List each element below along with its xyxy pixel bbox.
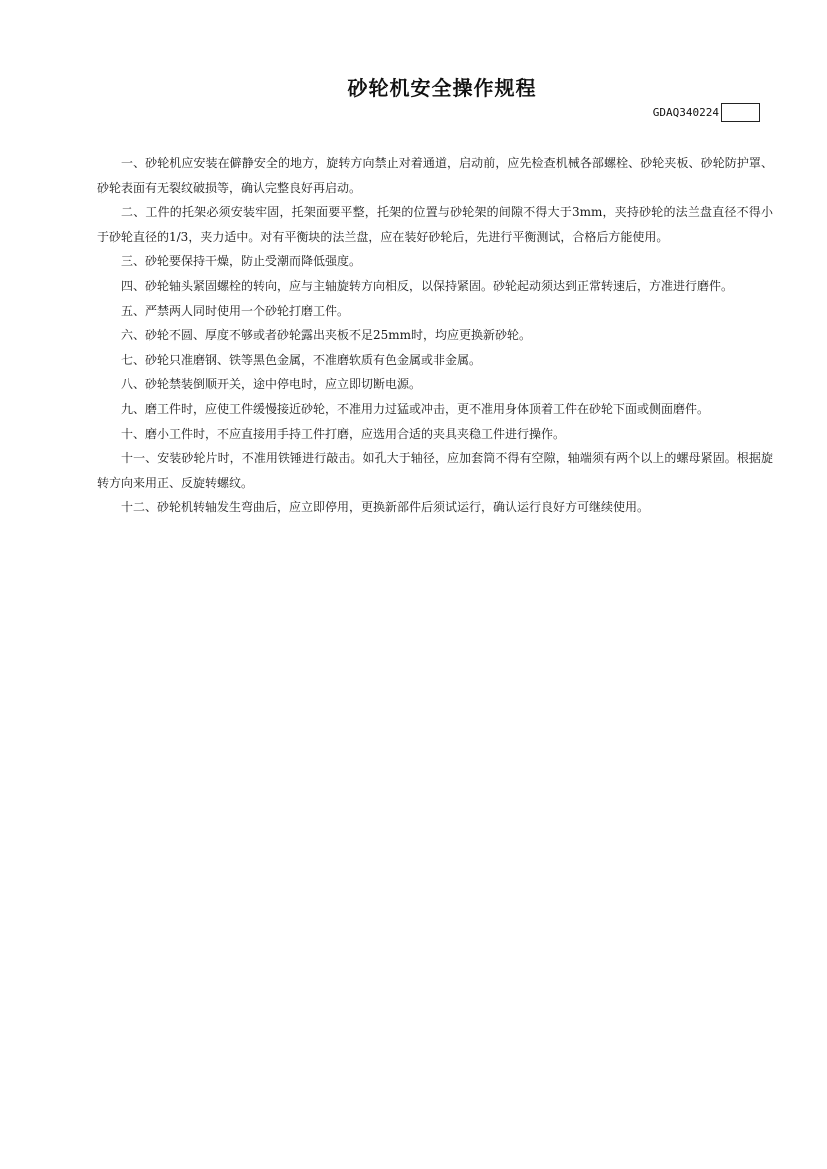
document-body bbox=[97, 151, 773, 520]
rule-paragraph-3: 三、砂轮要保持干燥，防止受潮而降低强度。 bbox=[121, 254, 362, 269]
rule-paragraph-5: 五、严禁两人同时使用一个砂轮打磨工件。 bbox=[121, 303, 350, 318]
rule-paragraph-1: 一、砂轮机应安装在僻静安全的地方，旋转方向禁止对着通道，启动前，应先检查机械各部螺栓、砂轮夹板、砂轮防护罩、砂轮表面有无裂纹破损等，确认完整良好再启动。 bbox=[97, 156, 773, 195]
rule-paragraph-8: 八、砂轮禁装倒顺开关，途中停电时，应立即切断电源。 bbox=[121, 377, 422, 392]
document-code: GDAQ340224 bbox=[652, 106, 719, 119]
rule-paragraph-2: 二、工件的托架必须安装牢固，托架面要平整，托架的位置与砂轮架的间隙不得大于3mm，夹持砂轮的法兰盘直径不得小于砂轮直径的1/3，夹力适中。对有平衡块的法兰盘，应在装好砂轮后，先进行平衡测试，合格后方能使用。 bbox=[97, 205, 773, 244]
rule-paragraph-7: 七、砂轮只准磨钢、铁等黑色金属，不准磨软质有色金属或非金属。 bbox=[121, 352, 482, 367]
rule-paragraph-11: 十一、安装砂轮片时，不准用铁锤进行敲击。如孔大于轴径，应加套筒不得有空隙，轴端须有两个以上的螺母紧固。根据旋转方向来用正、反旋转螺纹。 bbox=[97, 451, 773, 490]
rule-paragraph-9: 九、磨工件时，应使工件缓慢接近砂轮，不准用力过猛或冲击，更不准用身体顶着工件在砂轮下面或侧面磨件。 bbox=[121, 401, 710, 416]
document-code-row bbox=[653, 103, 760, 122]
rule-paragraph-6: 六、砂轮不圆、厚度不够或者砂轮露出夹板不足25mm时，均应更换新砂轮。 bbox=[121, 328, 532, 343]
rule-paragraph-12: 十二、砂轮机转轴发生弯曲后，应立即停用，更换新部件后须试运行，确认运行良好方可继续使用。 bbox=[121, 500, 650, 515]
rule-paragraph-10: 十、磨小工件时，不应直接用手持工件打磨，应选用合适的夹具夹稳工件进行操作。 bbox=[121, 426, 566, 441]
rule-paragraph-4: 四、砂轮轴头紧固螺栓的转向，应与主轴旋转方向相反，以保持紧固。砂轮起动须达到正常转速后，方准进行磨件。 bbox=[121, 278, 734, 293]
document-title: 砂轮机安全操作规程 bbox=[347, 76, 537, 100]
code-suffix-box bbox=[721, 103, 760, 122]
